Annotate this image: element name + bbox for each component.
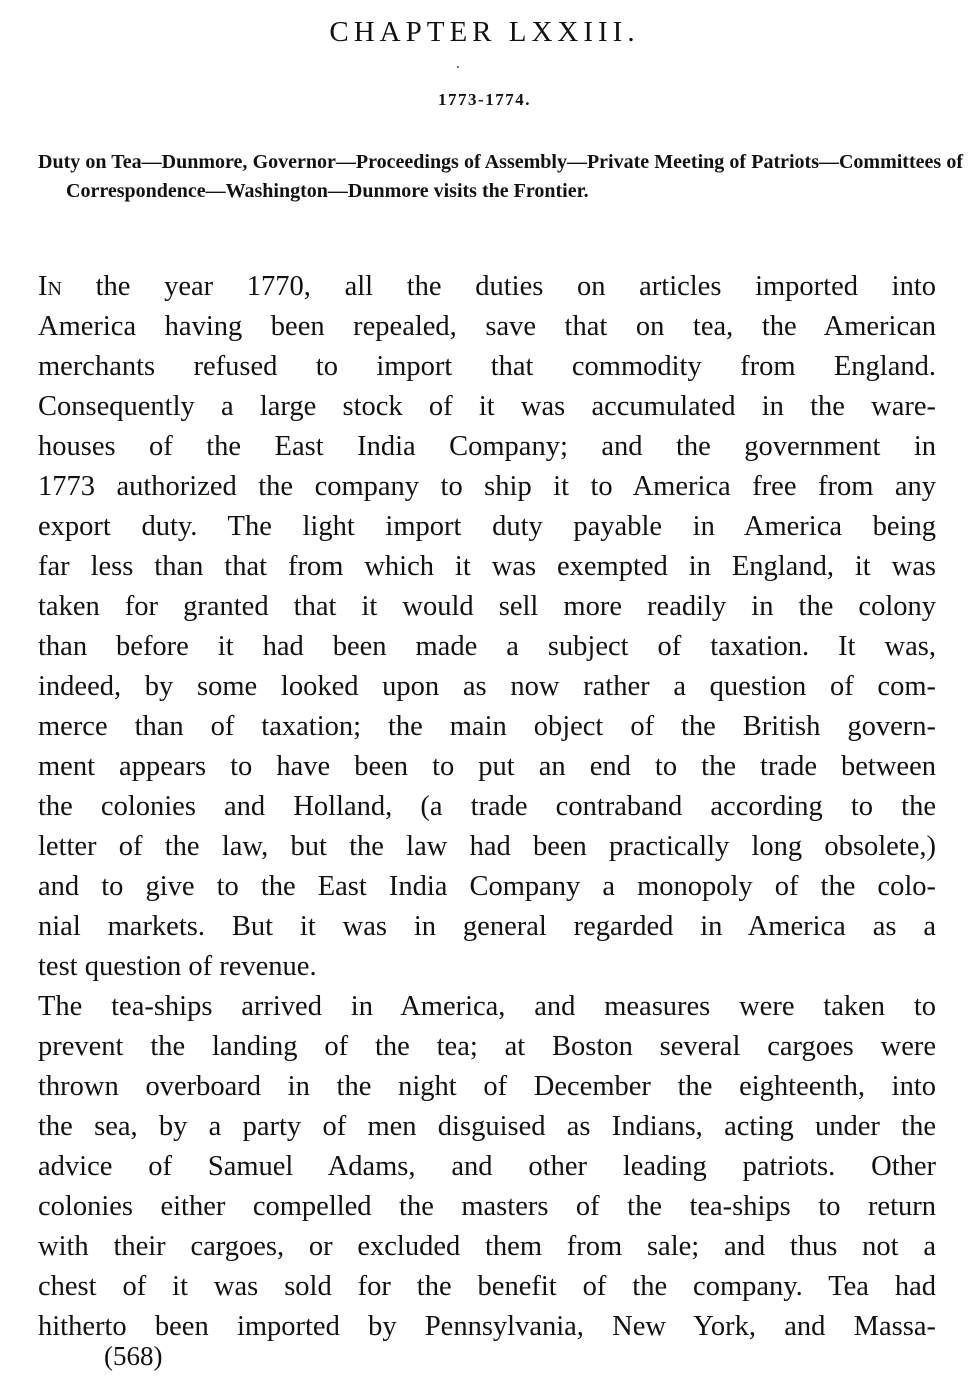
paragraph-1 bbox=[38, 267, 936, 987]
paragraph-line: America having been repealed, save that on tea, the American bbox=[38, 311, 936, 342]
paragraph-line: letter of the law, but the law had been practically long obsolete,) bbox=[38, 831, 936, 862]
paragraph-line: merchants refused to import that commodity from England. bbox=[38, 351, 936, 382]
paragraph-line: taken for granted that it would sell more readily in the colony bbox=[38, 591, 936, 622]
paragraph-line: with their cargoes, or excluded them from sale; and thus not a bbox=[38, 1231, 936, 1262]
paragraph-line: test question of revenue. bbox=[38, 951, 317, 982]
paragraph-line: and to give to the East India Company a monopoly of the colo- bbox=[38, 871, 936, 902]
paragraph-line-text: the year 1770, all the duties on articles imported into bbox=[61, 271, 936, 302]
paragraph-2 bbox=[38, 987, 936, 1347]
chapter-years: 1773-1774. bbox=[438, 90, 531, 109]
paragraph-line: houses of the East India Company; and the government in bbox=[38, 431, 936, 462]
paragraph-line: 1773 authorized the company to ship it to America free from any bbox=[38, 471, 936, 502]
paragraph-line: colonies either compelled the masters of the tea-ships to return bbox=[38, 1191, 936, 1222]
chapter-summary: Duty on Tea—Dunmore, Governor—Proceedings of Assembly—Private Meeting of Patriots—Committees of Correspondence—Washington—Dunmore visits the Frontier. bbox=[38, 151, 963, 202]
paragraph-line: advice of Samuel Adams, and other leading patriots. Other bbox=[38, 1151, 936, 1182]
paragraph-line: the colonies and Holland, (a trade contraband according to the bbox=[38, 791, 936, 822]
page-number: (568) bbox=[104, 1341, 163, 1371]
paragraph-line bbox=[38, 267, 936, 307]
paragraph-line: far less than that from which it was exempted in England, it was bbox=[38, 551, 936, 582]
paragraph-line: the sea, by a party of men disguised as Indians, acting under the bbox=[38, 1111, 936, 1142]
paragraph-line: ment appears to have been to put an end to the trade between bbox=[38, 751, 936, 782]
drop-initial: In bbox=[38, 271, 62, 302]
paragraph-line: indeed, by some looked upon as now rather a question of com- bbox=[38, 671, 936, 702]
paragraph-line: hitherto been imported by Pennsylvania, New York, and Massa- bbox=[38, 1311, 936, 1342]
paragraph-line: merce than of taxation; the main object of the British govern- bbox=[38, 711, 936, 742]
paragraph-line: than before it had been made a subject of taxation. It was, bbox=[38, 631, 936, 662]
paragraph-line: nial markets. But it was in general regarded in America as a bbox=[38, 911, 936, 942]
paragraph-line: The tea-ships arrived in America, and measures were taken to bbox=[38, 991, 936, 1022]
paragraph-line: chest of it was sold for the benefit of the company. Tea had bbox=[38, 1271, 936, 1302]
paragraph-line: export duty. The light import duty payable in America being bbox=[38, 511, 936, 542]
paragraph-line: Consequently a large stock of it was accumulated in the ware- bbox=[38, 391, 936, 422]
decorative-dot bbox=[457, 66, 459, 68]
chapter-title: CHAPTER LXXIII. bbox=[329, 16, 640, 48]
paragraph-line: prevent the landing of the tea; at Boston several cargoes were bbox=[38, 1031, 936, 1062]
paragraph-line: thrown overboard in the night of December the eighteenth, into bbox=[38, 1071, 936, 1102]
